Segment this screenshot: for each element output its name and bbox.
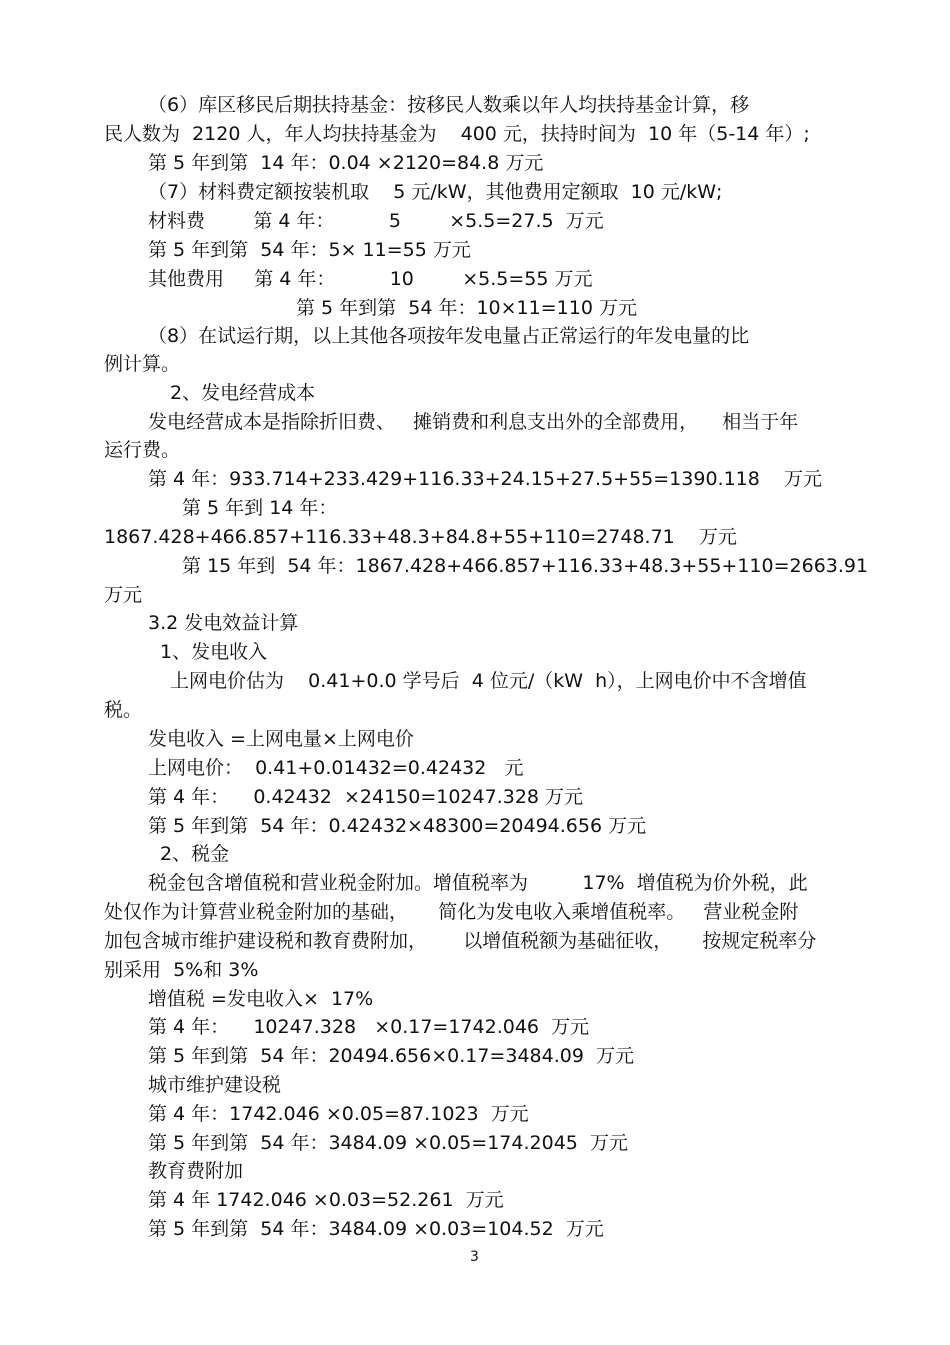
text-line: 税金包含增值税和营业税金附加。增值税率为 17% 增值税为价外税，此 — [148, 872, 808, 894]
text-line: 第 5 年到 14 年： — [182, 497, 338, 519]
text-line: 第 4 年：933.714+233.429+116.33+24.15+27.5+55=1390.118 万元 — [148, 468, 822, 490]
section-heading: 2、发电经营成本 — [170, 382, 316, 404]
text-line: 运行费。 — [104, 439, 181, 461]
text-line: 税。 — [104, 699, 143, 721]
text-line: 第 5 年到第 54 年：5× 11=55 万元 — [148, 239, 471, 261]
text-line: 上网电价： 0.41+0.01432=0.42432 元 — [148, 757, 524, 779]
text-line: 第 5 年到第 54 年：3484.09 ×0.05=174.2045 万元 — [148, 1132, 628, 1154]
text-line: 发电收入 =上网电量×上网电价 — [148, 728, 414, 750]
text-line: 第 4 年： 0.42432 ×24150=10247.328 万元 — [148, 786, 584, 808]
text-line: 加包含城市维护建设税和教育费附加， 以增值税额为基础征收， 按规定税率分 — [104, 930, 817, 952]
text-line: 第 4 年：1742.046 ×0.05=87.1023 万元 — [148, 1103, 529, 1125]
section-heading: 1、发电收入 — [160, 641, 268, 663]
section-heading: 3.2 发电效益计算 — [148, 612, 299, 634]
text-line: 第 4 年 1742.046 ×0.03=52.261 万元 — [148, 1189, 504, 1211]
text-line: 第 5 年到第 54 年：0.42432×48300=20494.656 万元 — [148, 815, 647, 837]
text-line: 别采用 5%和 3% — [104, 959, 259, 981]
text-line: 城市维护建设税 — [148, 1074, 282, 1096]
page-number: 3 — [470, 1249, 479, 1265]
text-line: 第 5 年到第 54 年：10×11=110 万元 — [296, 297, 637, 319]
text-line: （8）在试运行期，以上其他各项按年发电量占正常运行的年发电量的比 — [148, 325, 750, 347]
text-line: 上网电价估为 0.41+0.0 学号后 4 位元/（kW h），上网电价中不含增值 — [170, 670, 807, 692]
text-line: 万元 — [104, 584, 143, 606]
text-line: 增值税 =发电收入× 17% — [148, 988, 374, 1010]
text-line: （7）材料费定额按装机取 5 元/kW，其他费用定额取 10 元/kW; — [148, 181, 723, 203]
text-line: 第 5 年到第 14 年：0.04 ×2120=84.8 万元 — [148, 152, 544, 174]
text-line: 第 5 年到第 54 年：3484.09 ×0.03=104.52 万元 — [148, 1218, 604, 1240]
text-line: 其他费用 第 4 年： 10 ×5.5=55 万元 — [148, 268, 593, 290]
text-line: 第 4 年： 10247.328 ×0.17=1742.046 万元 — [148, 1016, 590, 1038]
text-line: 处仅作为计算营业税金附加的基础， 简化为发电收入乘增值税率。 营业税金附 — [104, 901, 799, 923]
text-line: 例计算。 — [104, 353, 181, 375]
text-line: 发电经营成本是指除折旧费、 摊销费和利息支出外的全部费用， 相当于年 — [148, 411, 799, 433]
text-line: 1867.428+466.857+116.33+48.3+84.8+55+110=2748.71 万元 — [104, 526, 737, 548]
section-heading: 2、税金 — [160, 843, 230, 865]
text-line: 材料费 第 4 年： 5 ×5.5=27.5 万元 — [148, 210, 604, 232]
text-line: 第 5 年到第 54 年：20494.656×0.17=3484.09 万元 — [148, 1045, 635, 1067]
text-line: 民人数为 2120 人，年人均扶持基金为 400 元，扶持时间为 10 年（5-14 年）; — [104, 123, 810, 145]
text-line: 教育费附加 — [148, 1160, 244, 1182]
text-line: （6）库区移民后期扶持基金：按移民人数乘以年人均扶持基金计算，移 — [148, 94, 750, 116]
text-line: 第 15 年到 54 年：1867.428+466.857+116.33+48.3+55+110=2663.91 — [182, 555, 869, 577]
